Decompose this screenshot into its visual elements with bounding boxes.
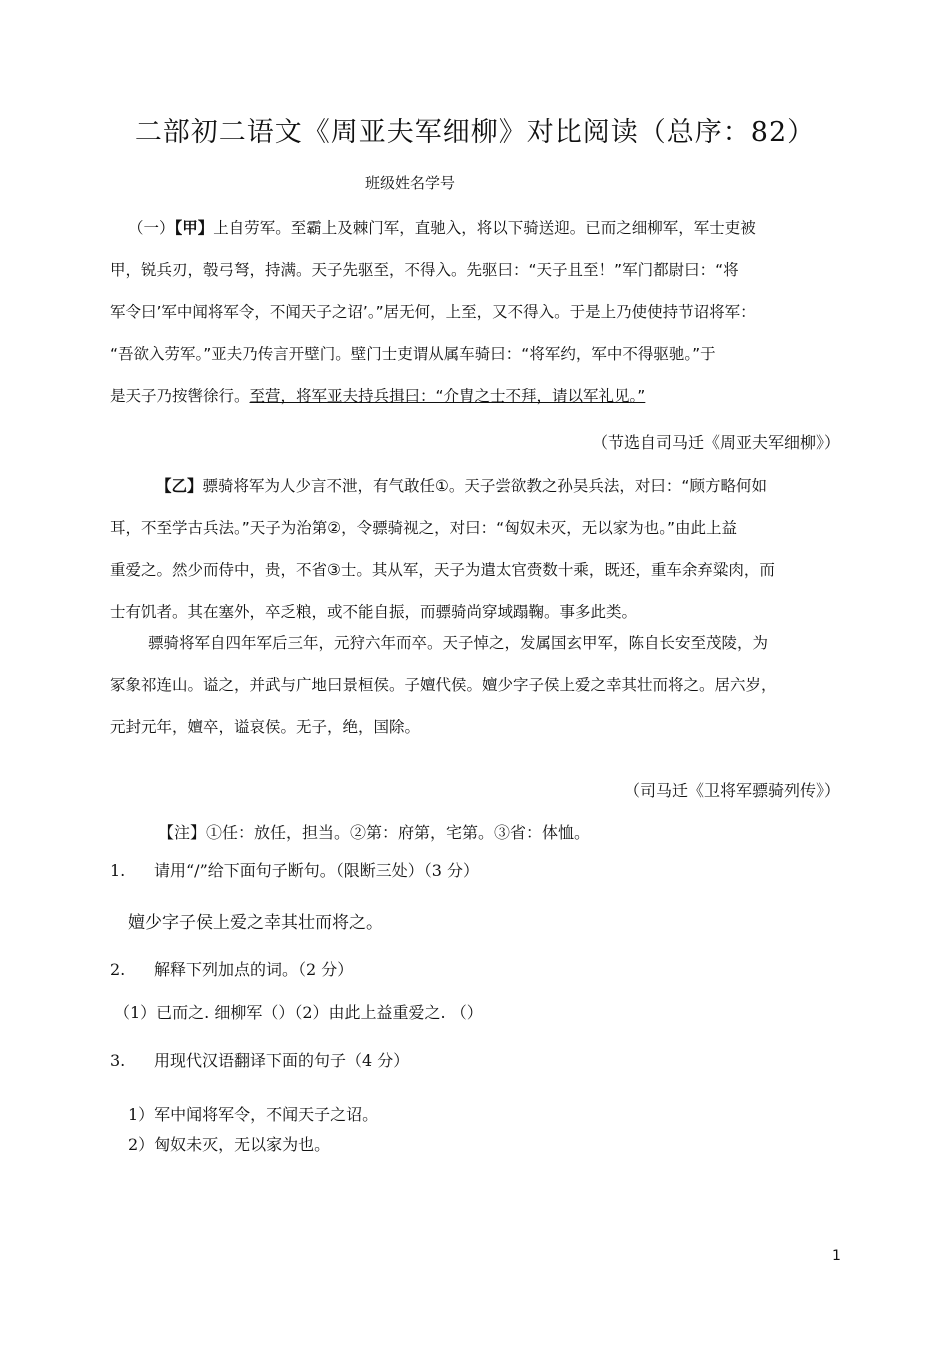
question-number: 1.: [110, 861, 126, 880]
passage-yi-paragraph-2: [110, 622, 845, 748]
underlined-sentence: 至营，将军亚夫持兵揖曰：“介胄之士不拜，请以军礼见。”: [249, 387, 646, 405]
question-2-items: （1）已而之. 细柳军（）（2）由此上益重爱之. （）: [114, 1003, 483, 1022]
passage-jia-line: [110, 375, 845, 417]
passage-jia: [110, 207, 845, 417]
passage-jia-line: [110, 207, 845, 249]
question-1-sentence: 嬗少字子侯上爱之幸其壮而将之。: [128, 913, 383, 933]
question-3-item-2: 2）匈奴未灭，无以家为也。: [128, 1135, 331, 1154]
student-info-line: 班级姓名学号: [365, 174, 456, 192]
passage-jia-text: 是天子乃按辔徐行。: [110, 387, 250, 405]
passage-yi-line: 士有饥者。其在塞外，卒乏粮，或不能自振，而骠骑尚穿域蹋鞠。事多此类。: [110, 603, 638, 621]
passage-jia-text: 上自劳军。至霸上及棘门军，直驰入，将以下骑送迎。已而之细柳军，军士吏被: [213, 219, 756, 237]
question-text: 解释下列加点的词。（2 分）: [154, 960, 354, 979]
passage-yi-text: 骠骑将军为人少言不泄，有气敢任①。天子尝欲教之孙吴兵法，对曰：“顾方略何如: [202, 477, 767, 495]
passage-yi-source: （司马迁《卫将军骠骑列传》）: [623, 781, 840, 800]
passage-jia-label: 【甲】: [174, 219, 214, 237]
passage-jia-line: “吾欲入劳军。”亚夫乃传言开壁门。壁门士吏谓从属车骑曰：“将军约，军中不得驱驰。”于: [110, 345, 716, 363]
passage-jia-line: 甲，锐兵刃，彀弓弩，持满。天子先驱至，不得入。先驱曰：“天子且至！”军门都尉曰：“将: [110, 261, 739, 279]
annotation-note: 【注】①任：放任，担当。②第：府第，宅第。③省：体恤。: [158, 823, 591, 842]
passage-yi-line: [110, 465, 845, 507]
question-text: 请用“/”给下面句子断句。（限断三处）（3 分）: [154, 861, 480, 880]
question-2: [110, 957, 353, 980]
passage-yi-line: 骠骑将军自四年军后三年，元狩六年而卒。天子悼之，发属国玄甲军，陈自长安至茂陵，为: [148, 634, 769, 652]
question-text: 用现代汉语翻译下面的句子（4 分）: [154, 1051, 410, 1070]
passage-yi-line: 元封元年，嬗卒，谥哀侯。无子，绝，国除。: [110, 718, 421, 736]
section-prefix: （一）: [128, 219, 175, 237]
passage-jia-line: 军令曰’军中闻将军令，不闻天子之诏’。”居无何，上至，又不得入。于是上乃使使持节诏将军：: [110, 303, 756, 321]
passage-jia-source: （节选自司马迁《周亚夫军细柳》）: [591, 433, 840, 452]
page-title: 二部初二语文《周亚夫军细柳》对比阅读（总序：82）: [134, 117, 816, 148]
passage-yi-line: 冢象祁连山。谥之，并武与广地曰景桓侯。子嬗代侯。嬗少字子侯上爱之幸其壮而将之。居六岁，: [110, 676, 777, 694]
question-3: [110, 1048, 409, 1071]
question-3-item-1: 1）军中闻将军令，不闻天子之诏。: [128, 1105, 379, 1124]
question-1: [110, 858, 479, 881]
passage-yi-label: 【乙】: [156, 477, 203, 495]
page-number: 1: [832, 1248, 841, 1264]
passage-yi-line: 耳，不至学古兵法。”天子为治第②，令骠骑视之，对曰：“匈奴未灭，无以家为也。”由此上益: [110, 519, 737, 537]
passage-yi-line: 重爱之。然少而侍中，贵，不省③士。其从军，天子为遣太官赍数十乘，既还，重车余弃粱肉，而: [110, 561, 775, 579]
passage-yi: [110, 465, 845, 633]
question-number: 2.: [110, 960, 126, 979]
question-number: 3.: [110, 1051, 126, 1070]
